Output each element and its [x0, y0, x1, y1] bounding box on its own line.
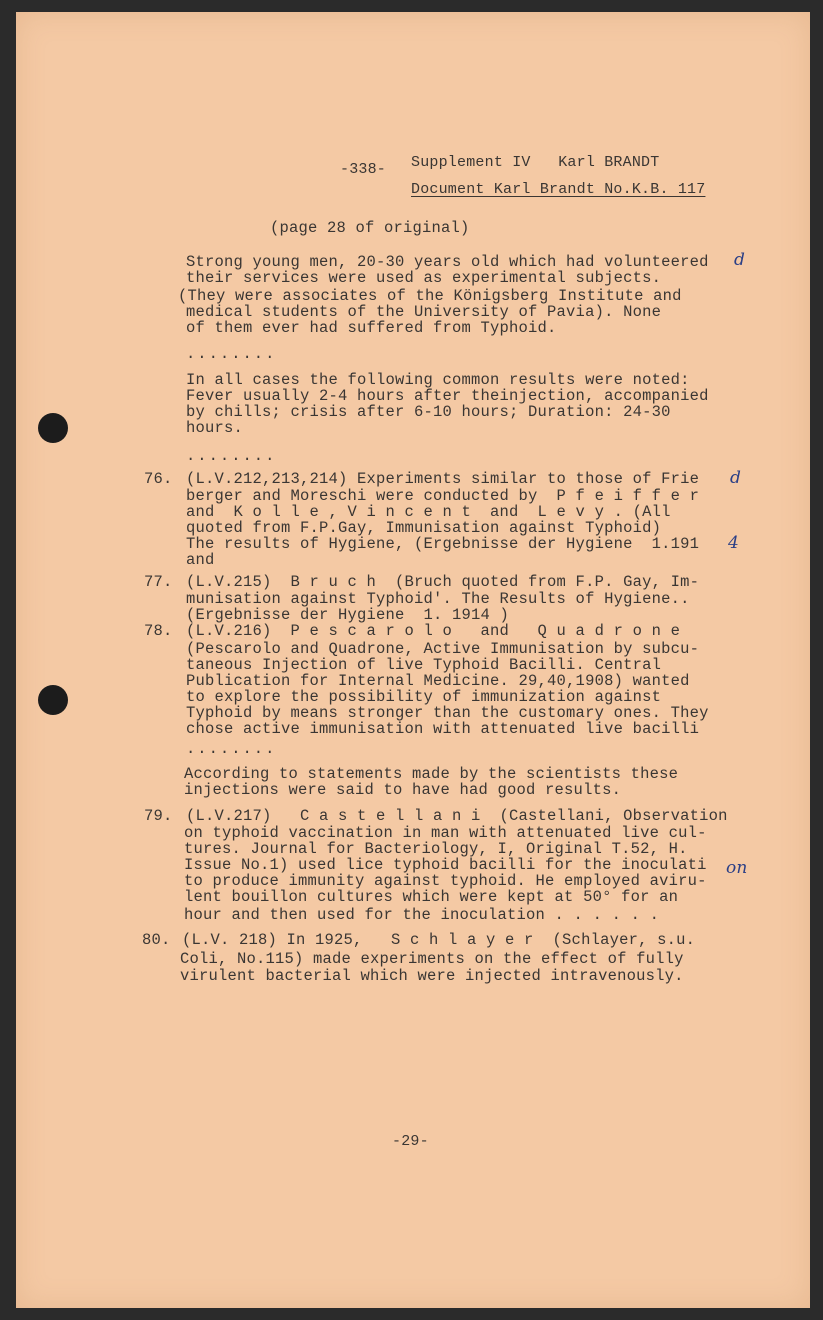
text-line: (Pescarolo and Quadrone, Active Immunisation by subcu- — [186, 640, 700, 658]
text-line: lent bouillon cultures which were kept at 50° for an — [184, 888, 679, 906]
text-line: and — [186, 551, 215, 569]
text-line: by chills; crisis after 6-10 hours; Duration: 24-30 — [186, 403, 671, 421]
text-line: Typhoid by means stronger than the customary ones. They — [186, 704, 709, 722]
handwritten-correction: 4 — [728, 533, 740, 553]
handwritten-correction: d — [730, 468, 742, 488]
item-number: 77. — [144, 573, 173, 591]
text-line: Issue No.1) used lice typhoid bacilli for the inoculati — [184, 856, 707, 874]
page-footer-number: -29- — [392, 1133, 429, 1150]
text-line: injections were said to have had good results. — [184, 781, 622, 799]
text-line: Strong young men, 20-30 years old which had volunteered — [186, 253, 709, 271]
text-line: of them ever had suffered from Typhoid. — [186, 319, 557, 337]
item-number: 76. — [144, 470, 173, 488]
text-line: and K o l l e , V i n c e n t and L e v y . (All — [186, 503, 671, 521]
text-line: taneous Injection of live Typhoid Bacilli. Central — [186, 656, 662, 674]
text-line: to produce immunity against typhoid. He employed aviru- — [184, 872, 707, 890]
text-line: munisation against Typhoid'. The Results of Hygiene.. — [186, 590, 690, 608]
text-line: (L.V.215) B r u c h (Bruch quoted from F.P. Gay, Im- — [186, 573, 700, 591]
punch-hole — [38, 685, 68, 715]
text-line: (L.V. 218) In 1925, S c h l a y e r (Schlayer, s.u. — [182, 931, 696, 949]
item-number: 78. — [144, 622, 173, 640]
text-line: quoted from F.P.Gay, Immunisation against Typhoid) — [186, 519, 662, 537]
handwritten-correction: on — [726, 858, 748, 878]
text-line: chose active immunisation with attenuated live bacilli — [186, 720, 700, 738]
text-line: their services were used as experimental subjects. — [186, 269, 662, 287]
text-line: In all cases the following common results were noted: — [186, 371, 690, 389]
text-line: hour and then used for the inoculation . . . . . . — [184, 906, 660, 924]
text-line: According to statements made by the scientists these — [184, 765, 679, 783]
text-line: (L.V.216) P e s c a r o l o and Q u a d r o n e — [186, 622, 681, 640]
text-line: to explore the possibility of immunization against — [186, 688, 662, 706]
text-line: The results of Hygiene, (Ergebnisse der Hygiene 1.191 — [186, 535, 700, 553]
text-line: medical students of the University of Pavia). None — [186, 303, 662, 321]
page-number: -338- — [340, 161, 387, 178]
text-line: Coli, No.115) made experiments on the effect of fully — [180, 950, 684, 968]
text-line: virulent bacterial which were injected intravenously. — [180, 967, 684, 985]
item-number: 79. — [144, 807, 173, 825]
ellipsis: ........ — [186, 740, 277, 758]
ellipsis: ........ — [186, 345, 277, 363]
text-line: (They were associates of the Königsberg Institute and — [178, 287, 682, 305]
text-line: (L.V.217) C a s t e l l a n i (Castellani, Observation — [186, 807, 728, 825]
handwritten-correction: d — [734, 250, 746, 270]
supplement-title: Supplement IV Karl BRANDT — [411, 154, 660, 171]
document-number: Document Karl Brandt No.K.B. 117 — [411, 181, 706, 198]
ellipsis: ........ — [186, 447, 277, 465]
page-reference: (page 28 of original) — [270, 219, 470, 237]
text-line: hours. — [186, 419, 244, 437]
text-line: tures. Journal for Bacteriology, I, Original T.52, H. — [184, 840, 688, 858]
punch-hole — [38, 413, 68, 443]
text-line: on typhoid vaccination in man with attenuated live cul- — [184, 824, 707, 842]
item-number: 80. — [142, 931, 171, 949]
text-line: (Ergebnisse der Hygiene 1. 1914 ) — [186, 606, 510, 624]
text-line: Fever usually 2-4 hours after theinjection, accompanied — [186, 387, 709, 405]
text-line: Publication for Internal Medicine. 29,40,1908) wanted — [186, 672, 690, 690]
text-line: berger and Moreschi were conducted by P f e i f f e r — [186, 487, 700, 505]
text-line: (L.V.212,213,214) Experiments similar to those of Frie — [186, 470, 700, 488]
